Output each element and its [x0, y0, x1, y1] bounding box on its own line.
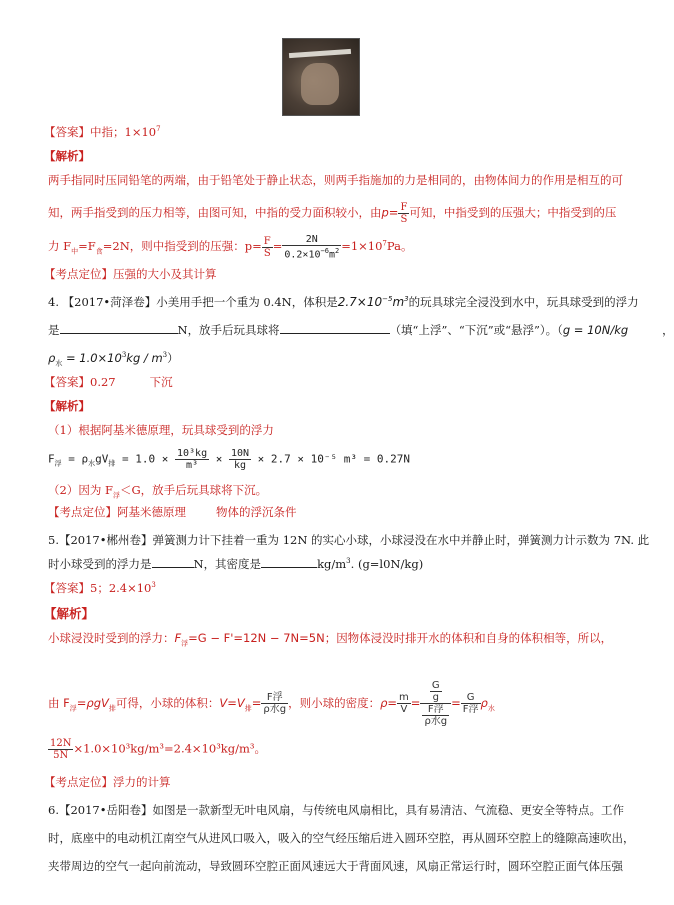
q5-a2g: ρ= — [380, 696, 398, 710]
frac-den: S — [263, 247, 271, 259]
frac-den: ρ水g — [263, 704, 287, 715]
q5-a2h: = — [410, 696, 421, 710]
q4-text4: N，放手后玩具球将 — [177, 323, 280, 337]
q3-analysis-line2a: 知，两手指受到的压力相等，由图可知，中指的受力面积较小，由 — [48, 205, 382, 220]
q3-sub-shi: 食 — [95, 247, 103, 256]
frac-num: F — [400, 202, 408, 213]
fraction-F-over-S-2 — [262, 236, 273, 259]
q4-kp: 阿基米德原理 — [117, 505, 186, 519]
q5-analysis-3 — [48, 738, 266, 761]
q3-l3b: =F — [78, 239, 96, 254]
q4-analysis-1: （1）根据阿基米德原理，玩具球受到的浮力 — [48, 423, 274, 437]
q5-blank-1[interactable] — [152, 557, 194, 568]
q3-result: =1×10 — [341, 239, 383, 254]
q4-volume-unit: m — [392, 295, 405, 309]
q5-answer-exp: 3 — [151, 581, 156, 590]
q6-line3: 夹带周边的空气一起向前流动，导致圆环空腔正面风速远大于背面风速，风扇正常运行时，圆环空腔正面气体压强 — [48, 859, 623, 873]
q3-kp-line — [44, 266, 217, 282]
area-value: 0.2×10 — [284, 249, 321, 261]
q5-text4: kg/m — [317, 557, 347, 571]
q6-number: 6. — [48, 803, 59, 817]
q4-equation — [48, 448, 410, 471]
frac-den: g — [432, 692, 439, 703]
q4-answer-line — [44, 374, 173, 390]
frac-12N-over-5N — [48, 738, 73, 761]
area-unit-exp: 2 — [334, 247, 340, 255]
q4-text7: ） — [167, 351, 179, 365]
fraction-2N-over-area — [282, 234, 341, 260]
q3-answer: 中指；1×10 — [90, 125, 157, 139]
q4-number: 4. — [48, 295, 63, 309]
q5-analysis-2 — [48, 680, 495, 727]
frac-den: kg — [233, 460, 247, 471]
q5-a2j: ρ — [480, 696, 488, 710]
q4-text3: 是 — [48, 323, 60, 337]
q5-analysis-label: 【解析】 — [44, 606, 95, 621]
frac-den: 5N — [53, 750, 69, 761]
q4-text2: 的玩具球完全浸没到水中，玩具球受到的浮力 — [408, 295, 639, 309]
frac-num — [420, 680, 451, 704]
q5-a2-sub4: 水 — [487, 704, 495, 713]
eq-gV: gV — [95, 452, 109, 466]
frac-G-over-F — [461, 692, 481, 715]
q3-result-exp: 7 — [382, 239, 387, 248]
q3-answer-exp: 7 — [156, 125, 161, 134]
frac-num: F浮 — [261, 692, 288, 704]
q4-rho-sub: 水 — [55, 359, 63, 368]
frac-den: S — [400, 214, 408, 225]
q4-volume-unit-exp: 3 — [404, 295, 409, 303]
q5-text1: 弹簧测力计下挂着一重为 12N 的实心小球，小球浸没在水中并静止时，弹簧测力计示数为 7N. 此 — [152, 533, 650, 547]
q4-text1: 小美用手把一个重为 0.4N，体积是 — [156, 295, 338, 309]
frac-G-over-g — [430, 680, 442, 703]
q5-source: 【2017•郴州卷】 — [58, 533, 153, 547]
q5-a1c: =G − F'=12N − 7N=5N； — [188, 631, 337, 645]
q4-rho-exp: 3 — [121, 351, 127, 360]
q4-rho-value: = 1.0×10 — [62, 351, 122, 365]
q5-a1d: 因物体浸没时排开水的体积和自身的体积相等，所以， — [336, 631, 613, 645]
q5-answer-line — [44, 580, 156, 596]
q5-a2-sub: 浮 — [69, 704, 77, 713]
q5-text4-exp: 3 — [346, 557, 351, 566]
pencil-shape — [289, 49, 351, 58]
q5-a3: ×1.0×10³kg/m³=2.4×10³kg/m³。 — [73, 741, 267, 756]
q5-blank-2[interactable] — [261, 557, 317, 568]
q6-line1 — [48, 802, 624, 818]
answer-label: 【答案】 — [44, 581, 90, 595]
answer-label: 【答案】 — [44, 375, 90, 389]
q5-a1a: 小球浸没时受到的浮力： — [48, 631, 175, 645]
q5-a2i: = — [451, 696, 461, 710]
q4-blank-2[interactable] — [280, 323, 390, 334]
area-unit: m — [328, 249, 335, 261]
q4-source: 【2017•菏泽卷】 — [62, 295, 157, 309]
q3-answer-line — [44, 124, 161, 140]
fraction-F-over-S — [398, 202, 409, 225]
q5-a1b: F — [174, 631, 182, 645]
q4-rho-unit-exp: 3 — [162, 351, 168, 360]
q5-answer: 5；2.4×10 — [90, 581, 152, 595]
q4-text6: ， — [662, 323, 674, 337]
q5-a1-sub: 浮 — [181, 639, 189, 648]
q4-rho: ρ — [48, 351, 56, 365]
q4-volume: 2.7×10 — [337, 295, 383, 309]
q6-text1: 如图是一款新型无叶电风扇，与传统电风扇相比，具有易清洁、气流稳、更安全等特点。工作 — [152, 803, 625, 817]
finger-pencil-photo — [282, 38, 360, 116]
frac-num: 10N — [230, 448, 250, 459]
eq-frac-g — [229, 448, 251, 471]
q5-a2b: =ρgV — [76, 696, 109, 710]
q5-a2c: 可得，小球的体积： — [115, 696, 220, 710]
frac-den — [282, 246, 341, 260]
frac-den: ρ水g — [424, 716, 448, 727]
q5-text3: N，其密度是 — [193, 557, 262, 571]
q4-text5: （填“上浮”、“下沉”或“悬浮”）。（ — [389, 323, 563, 337]
q3-analysis-line2 — [48, 202, 616, 225]
answer-label: 【答案】 — [44, 125, 90, 139]
q4-analysis-label: 【解析】 — [44, 399, 90, 413]
equals: = — [272, 239, 283, 254]
q3-analysis-label: 【解析】 — [44, 149, 90, 163]
kp-label: 【考点定位】 — [48, 505, 117, 519]
frac-num: 2N — [282, 234, 341, 246]
eq-rho-sub: 水 — [88, 459, 96, 468]
q4-kp2: 物体的浮沉条件 — [216, 505, 297, 519]
frac-num: 10³kg — [176, 448, 208, 459]
q3-l3c: =2N，则中指受到的压强： — [102, 239, 245, 254]
q4-line1 — [48, 294, 639, 310]
q4-g-value: g = 10N/kg — [562, 323, 629, 337]
q6-line2: 时，底座中的电动机江南空气从进风口吸入，吸入的空气经压缩后进入圆环空腔，再从圆环空腔上的缝隙高速吹出， — [48, 831, 635, 845]
eq-F: F — [48, 452, 55, 466]
kp-label: 【考点定位】 — [44, 775, 113, 789]
q5-line2 — [48, 556, 423, 572]
frac-den — [420, 704, 451, 727]
q5-text2: 时小球受到的浮力是 — [48, 557, 152, 571]
q3-analysis-line2b: 可知，中指受到的压强大；中指受到的压 — [409, 205, 617, 220]
q5-a2f: ，则小球的密度： — [288, 696, 381, 710]
q3-analysis-line1: 两手指同时压同铅笔的两端，由于铅笔处于静止状态，则两手指施加的力是相同的，由物体间力的作用是相互的可 — [48, 173, 623, 187]
eq-mid2: = 1.0 × — [115, 452, 175, 466]
q3-result-unit: Pa。 — [386, 239, 413, 254]
q3-kp: 压强的大小及其计算 — [113, 267, 217, 281]
p-formula-2: p= — [244, 239, 262, 254]
frac-den: F浮 — [462, 704, 479, 715]
eq-V-sub: 排 — [108, 459, 116, 468]
frac-num: F — [263, 235, 271, 247]
frac-num: 12N — [50, 738, 72, 749]
q4-a2b: ＜G，放手后玩具球将下沉。 — [119, 483, 268, 497]
frac-num: m — [399, 692, 409, 703]
p-formula: p= — [381, 205, 399, 220]
q6-source: 【2017•岳阳卷】 — [58, 803, 153, 817]
q3-analysis-line3 — [48, 234, 412, 260]
q5-line1 — [48, 532, 649, 548]
eq-tail: × 2.7 × 10⁻⁵ m³ = 0.27N — [251, 452, 410, 466]
q5-number: 5. — [48, 533, 59, 547]
eq-frac-density — [175, 448, 209, 471]
q4-rho-unit: kg / m — [126, 351, 163, 365]
q3-sub-zhong: 中 — [71, 247, 79, 256]
q5-a2-sub2: 排 — [108, 704, 116, 713]
area-exp: −6 — [320, 247, 329, 255]
eq-F-sub: 浮 — [54, 459, 62, 468]
q4-a2-sub: 浮 — [112, 491, 120, 500]
q5-kp: 浮力的计算 — [113, 775, 171, 789]
q4-volume-exp: −5 — [382, 295, 393, 303]
q5-analysis-1 — [48, 630, 612, 648]
q4-line3 — [48, 350, 179, 368]
q4-line2 — [48, 322, 674, 338]
q5-a2-sub3: 排 — [244, 704, 252, 713]
q4-a2a: （2）因为 F — [48, 483, 113, 497]
frac-num: G — [461, 692, 481, 704]
eq-mid: = ρ — [61, 452, 89, 466]
q4-answer: 0.27 — [90, 375, 116, 389]
q5-kp-line — [44, 774, 171, 790]
hand-shape — [301, 63, 339, 105]
frac-F-over-rhog-2 — [422, 704, 449, 727]
q4-kp-line — [48, 504, 297, 520]
q4-analysis-2 — [48, 482, 267, 500]
frac-den: m³ — [186, 460, 199, 471]
q5-a2a: 由 F — [48, 696, 70, 710]
kp-label: 【考点定位】 — [44, 267, 113, 281]
eq-times: × — [209, 452, 229, 466]
frac-compound — [420, 680, 451, 727]
frac-den: V — [400, 704, 408, 715]
q4-answer2: 下沉 — [149, 375, 173, 389]
q4-blank-1[interactable] — [60, 323, 178, 334]
frac-num: G — [431, 680, 440, 691]
frac-m-over-V — [397, 692, 411, 715]
q5-text5: . (g=l0N/kg) — [350, 557, 424, 571]
q5-a2e: = — [251, 696, 262, 710]
q5-a2d: V=V — [219, 696, 245, 710]
frac-num: F浮 — [422, 704, 449, 716]
frac-F-over-rhog — [261, 692, 288, 715]
q3-l3a: 力 F — [48, 239, 72, 254]
